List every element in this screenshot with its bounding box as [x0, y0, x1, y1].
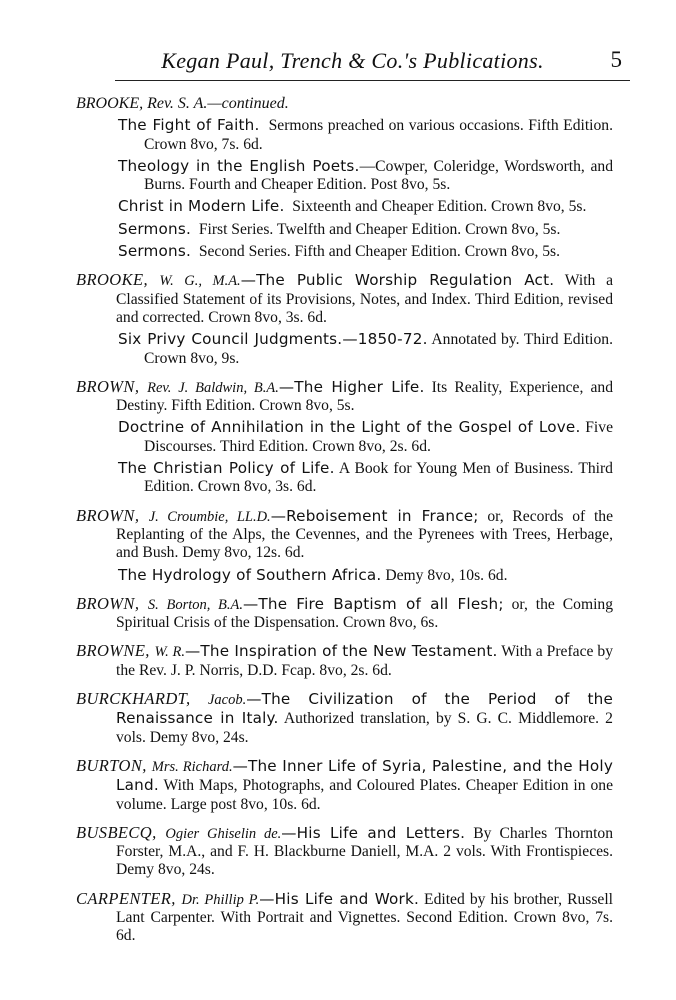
work-details: A Book for Young Men of Business. Third Edition. Crown 8vo, 3s. 6d. [144, 460, 613, 496]
work-item [76, 459, 613, 497]
entry-heading: BROOKE, Rev. S. A.—continued. [76, 95, 289, 112]
author-descriptor: Rev. J. Baldwin, B.A. [147, 379, 279, 396]
catalogue-entry [76, 642, 613, 680]
work-title: —The Higher Life. [278, 377, 425, 396]
work-title: —The Inspiration of the New Testament. [185, 642, 498, 661]
work-title: —The Public Worship Regulation Act. [240, 271, 555, 290]
author-descriptor: Dr. Phillip P. [181, 891, 260, 908]
catalogue-entry [76, 378, 613, 497]
work-title: Sermons. [118, 242, 192, 261]
work-title: The Hydrology of Southern Africa. [118, 565, 382, 584]
author-name: BROOKE, [76, 270, 160, 290]
page-header [115, 40, 630, 81]
work-details: Annotated by. Third Edition. Crown 8vo, 9s. [144, 331, 613, 367]
catalogue-entry [76, 507, 613, 585]
work-details: Authorized translation, by S. G. C. Middlemore. 2 vols. Demy 8vo, 24s. [116, 710, 613, 746]
work-title: The Christian Policy of Life. [118, 459, 335, 478]
work-details: Five Discourses. Third Edition. Crown 8vo, 2s. 6d. [144, 419, 613, 455]
work-details: Its Reality, Experience, and Destiny. Fifth Edition. Crown 8vo, 5s. [116, 378, 614, 415]
author-name: BURCKHARDT, [76, 689, 208, 709]
work-item [76, 418, 613, 456]
work-item [76, 157, 613, 195]
author-descriptor: J. Croumbie, LL.D. [148, 508, 271, 525]
work-title: —The Fire Baptism of all Flesh; [243, 594, 504, 613]
work-item [76, 197, 613, 216]
author-descriptor: Mrs. Richard. [151, 758, 233, 775]
work-details: With Maps, Photographs, and Coloured Plates. Cheaper Edition in one volume. Large post 8vo, 10s. 6d. [116, 777, 613, 813]
catalogue-entry [76, 271, 613, 367]
work-details: With a Classified Statement of its Provisions, Notes, and Index. Third Edition, revised and corrected. Crown 8vo, 3s. 6d. [116, 272, 614, 326]
work-item [76, 566, 613, 585]
author-name: BUSBECQ, [76, 822, 166, 842]
work-details: Second Series. Fifth and Cheaper Edition. Crown 8vo, 5s. [198, 243, 561, 261]
catalogue-list [76, 95, 613, 956]
work-title: —The Civilization of the Period of the Renaissance in Italy. [116, 690, 613, 728]
work-details: —Cowper, Coleridge, Wordsworth, and Burns. Fourth and Cheaper Edition. Post 8vo, 5s. [144, 157, 614, 194]
work-title: Christ in Modern Life. [118, 197, 285, 216]
author-descriptor: Jacob. [207, 692, 247, 709]
work-details: First Series. Twelfth and Cheaper Edition. Crown 8vo, 5s. [198, 220, 561, 238]
catalogue-entry [76, 595, 613, 633]
author-name: BROWN, [76, 505, 149, 525]
author-name: BURTON, [76, 755, 152, 775]
page-number: 5 [610, 47, 622, 72]
work-title: Theology in the English Poets. [118, 156, 360, 175]
work-title: —His Life and Letters. [281, 823, 466, 842]
work-title: —The Inner Life of Syria, Palestine, and the Holy Land. [116, 756, 614, 795]
catalogue-entry [76, 95, 613, 261]
author-name: BROWN, [76, 593, 148, 613]
author-descriptor: S. Borton, B.A. [147, 596, 243, 613]
author-descriptor: W. R. [154, 644, 185, 661]
entry-main [76, 271, 613, 327]
work-details: or, Records of the Replanting of the Alps, the Cevennes, and the Pyrenees with Trees, Herbage, and Bush. Demy 8vo, 12s. 6d. [116, 507, 614, 562]
catalogue-entry [76, 757, 613, 814]
entry-main [76, 378, 613, 416]
work-details: With a Preface by the Rev. J. P. Norris, D.D. Fcap. 8vo, 2s. 6d. [116, 643, 613, 679]
running-title: Kegan Paul, Trench & Co.'s Publications. [161, 48, 544, 73]
work-details: By Charles Thornton Forster, M.A., and F. H. Blackburne Daniell, M.A. 2 vols. With Frontispieces. Demy 8vo, 24s. [116, 824, 614, 879]
work-title: The Fight of Faith. [118, 116, 260, 135]
work-details: or, the Coming Spiritual Crisis of the Dispensation. Crown 8vo, 6s. [116, 595, 614, 632]
catalogue-entry [76, 690, 613, 747]
entry-main [76, 507, 613, 563]
work-details: Sermons preached on various occasions. Fifth Edition. Crown 8vo, 7s. 6d. [144, 117, 613, 153]
work-details: Sixteenth and Cheaper Edition. Crown 8vo, 5s. [292, 198, 587, 216]
work-title: Six Privy Council Judgments.—1850-72. [118, 330, 428, 349]
catalogue-entry [76, 824, 613, 880]
author-descriptor: Ogier Ghiselin de. [165, 825, 282, 842]
work-title: Doctrine of Annihilation in the Light of the Gospel of Love. [118, 418, 581, 437]
work-item [76, 220, 613, 239]
work-title: Sermons. [118, 219, 192, 238]
work-item [76, 116, 613, 154]
author-name: CARPENTER, [76, 888, 182, 908]
author-name: BROWN, [76, 376, 148, 396]
work-item [76, 330, 613, 368]
author-name: BROWNE, [76, 641, 155, 661]
catalogue-entry [76, 890, 613, 946]
work-details: Edited by his brother, Russell Lant Carpenter. With Portrait and Vignettes. Second Edition. Crown 8vo, 7s. 6d. [116, 890, 614, 945]
work-title: —Reboisement in France; [270, 506, 479, 525]
author-descriptor: W. G., M.A. [159, 273, 241, 290]
work-details: Demy 8vo, 10s. 6d. [381, 566, 508, 584]
work-title: —His Life and Work. [259, 889, 419, 908]
work-item [76, 242, 613, 261]
